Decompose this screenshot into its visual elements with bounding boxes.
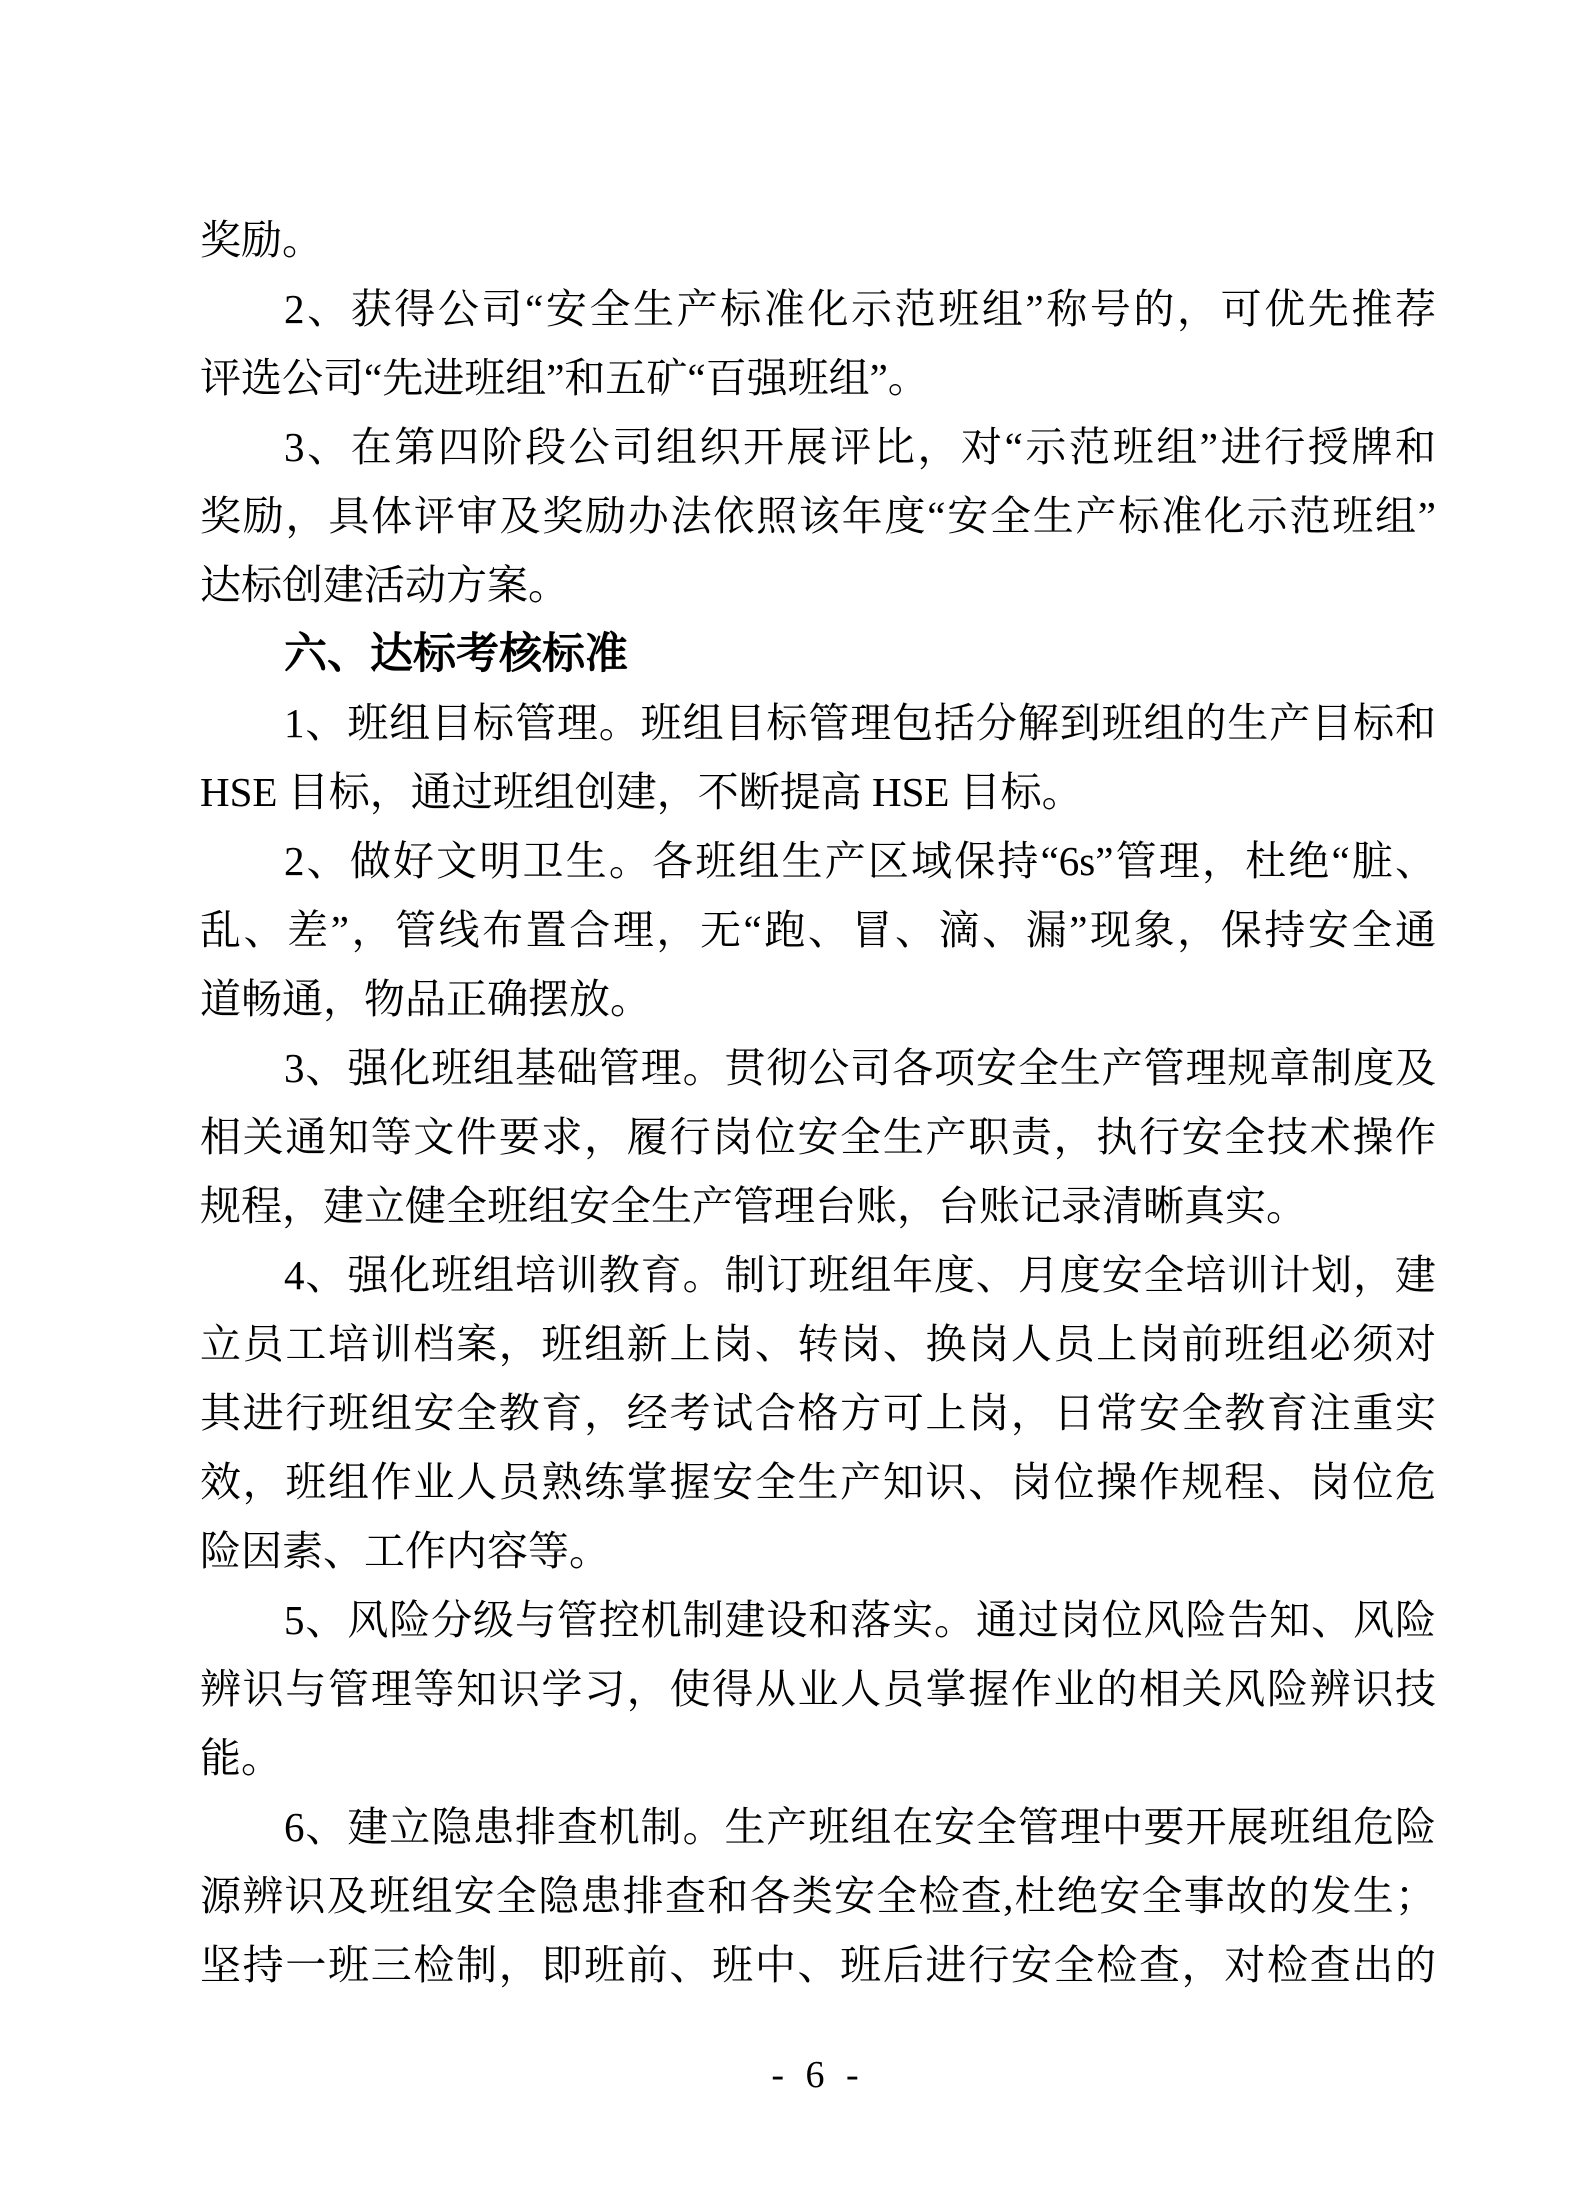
page-number: - 6 -	[771, 2054, 865, 2096]
text-line: 1、班组目标管理。班组目标管理包括分解到班组的生产目标和	[284, 700, 1436, 746]
text-line: 效，班组作业人员熟练掌握安全生产知识、岗位操作规程、岗位危	[200, 1459, 1436, 1505]
text-line: 相关通知等文件要求，履行岗位安全生产职责，执行安全技术操作	[200, 1114, 1436, 1160]
text-line: 源辨识及班组安全隐患排查和各类安全检查,杜绝安全事故的发生；	[200, 1873, 1436, 1919]
text-line: 能。	[200, 1735, 282, 1781]
text-line: 坚持一班三检制，即班前、班中、班后进行安全检查，对检查出的	[200, 1942, 1436, 1988]
section-heading: 六、达标考核标准	[284, 630, 628, 678]
text-line: 2、做好文明卫生。各班组生产区域保持“6s”管理，杜绝“脏、	[284, 838, 1436, 884]
text-line: 3、在第四阶段公司组织开展评比，对“示范班组”进行授牌和	[284, 424, 1436, 470]
text-line: 达标创建活动方案。	[200, 562, 569, 608]
text-line: 乱、差”，管线布置合理，无“跑、冒、滴、漏”现象，保持安全通	[200, 907, 1436, 953]
text-line: 2、获得公司“安全生产标准化示范班组”称号的，可优先推荐	[284, 286, 1436, 332]
text-line: 险因素、工作内容等。	[200, 1528, 610, 1574]
text-line: HSE 目标，通过班组创建，不断提高 HSE 目标。	[200, 769, 1083, 815]
text-line: 奖励，具体评审及奖励办法依照该年度“安全生产标准化示范班组”	[200, 493, 1436, 539]
document-body	[200, 206, 1436, 2000]
text-line: 其进行班组安全教育，经考试合格方可上岗，日常安全教育注重实	[200, 1390, 1436, 1436]
text-line: 评选公司“先进班组”和五矿“百强班组”。	[200, 355, 929, 401]
text-line: 3、强化班组基础管理。贯彻公司各项安全生产管理规章制度及	[284, 1045, 1436, 1091]
text-line: 5、风险分级与管控机制建设和落实。通过岗位风险告知、风险	[284, 1597, 1436, 1643]
text-line: 奖励。	[200, 217, 323, 263]
text-line: 辨识与管理等知识学习，使得从业人员掌握作业的相关风险辨识技	[200, 1666, 1436, 1712]
text-line: 4、强化班组培训教育。制订班组年度、月度安全培训计划，建	[284, 1252, 1436, 1298]
text-line: 6、建立隐患排查机制。生产班组在安全管理中要开展班组危险	[284, 1804, 1436, 1850]
text-line: 道畅通，物品正确摆放。	[200, 976, 651, 1022]
text-line: 规程，建立健全班组安全生产管理台账，台账记录清晰真实。	[200, 1183, 1307, 1229]
text-line: 立员工培训档案，班组新上岗、转岗、换岗人员上岗前班组必须对	[200, 1321, 1436, 1367]
